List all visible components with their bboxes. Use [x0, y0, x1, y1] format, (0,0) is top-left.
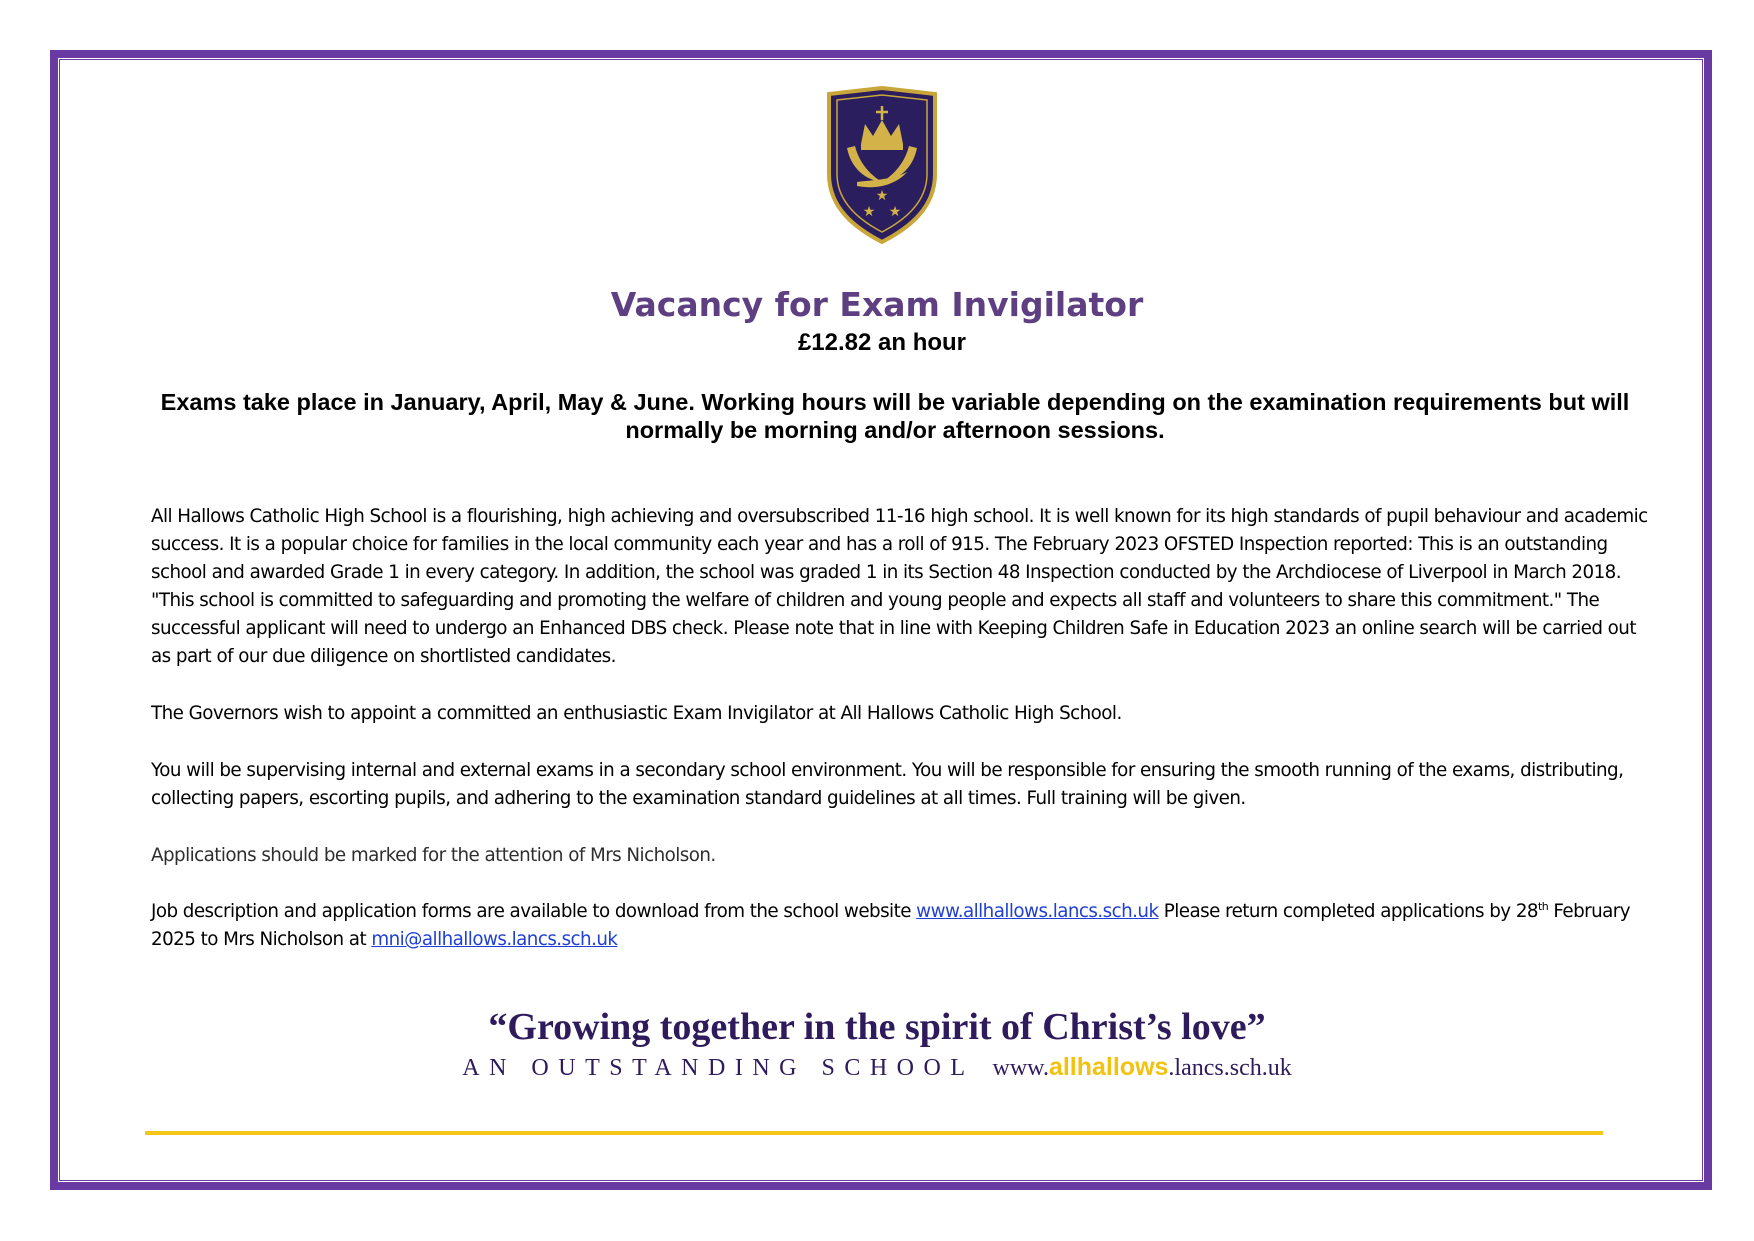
- tagline-web-suffix: .lancs.sch.uk: [1168, 1055, 1292, 1081]
- working-hours-summary: Exams take place in January, April, May & June. Working hours will be variable depending on the examination requirements but will normally be morning and/or afternoon sessions.: [160, 389, 1630, 443]
- svg-text:★: ★: [888, 204, 902, 220]
- school-website-link[interactable]: www.allhallows.lancs.sch.uk: [916, 901, 1159, 922]
- svg-text:★: ★: [862, 204, 876, 220]
- tagline-web-name: allhallows: [1048, 1053, 1169, 1081]
- school-tagline: [0, 1053, 1754, 1082]
- contact-email-link[interactable]: mni@allhallows.lancs.sch.uk: [371, 929, 618, 950]
- governors-paragraph: The Governors wish to appoint a committed an enthusiastic Exam Invigilator at All Hallows Catholic High School.: [151, 703, 1122, 724]
- school-crest-shield-icon: [821, 86, 943, 244]
- date-ordinal-suffix: th: [1537, 899, 1549, 913]
- instructions-text-start: Job description and application forms are available to download from the school website: [151, 901, 917, 922]
- application-instructions-paragraph: [151, 898, 1651, 954]
- school-motto: “Growing together in the spirit of Christ’s love”: [488, 1006, 1266, 1048]
- svg-text:★: ★: [875, 188, 889, 204]
- pay-rate: £12.82 an hour: [797, 329, 967, 356]
- instructions-text-end: February 2025 to Mrs Nicholson at: [151, 901, 1631, 950]
- footer-gold-divider: [145, 1131, 1603, 1135]
- school-description-paragraph: All Hallows Catholic High School is a flourishing, high achieving and oversubscribed 11-16 high school. It is well known for its high standards of pupil behaviour and academic success. It is a popular choice for families in the local community each year and has a roll of 915. The February 2023 OFSTED Inspection reported: This is an outstanding school and awarded Grade 1 in every category. In addition, the school was graded 1 in its Section 48 Inspection conducted by the Archdiocese of Liverpool in March 2018. "This school is committed to safeguarding and promoting the welfare of children and young people and expects all staff and volunteers to share this commitment." The successful applicant will need to undergo an Enhanced DBS check. Please note that in line with Keeping Children Safe in Education 2023 an online search will be carried out as part of our due diligence on shortlisted candidates.: [151, 506, 1648, 667]
- instructions-text-mid: Please return completed applications by 28: [1158, 901, 1538, 922]
- vacancy-title: Vacancy for Exam Invigilator: [610, 285, 1144, 324]
- tagline-outstanding-school: AN OUTSTANDING SCHOOL: [462, 1055, 975, 1081]
- tagline-web-prefix: www.: [992, 1055, 1049, 1081]
- applications-attention-paragraph: Applications should be marked for the attention of Mrs Nicholson.: [151, 845, 716, 866]
- role-description-paragraph: You will be supervising internal and external exams in a secondary school environment. You will be responsible for ensuring the smooth running of the exams, distributing, collecting papers, escorting pupils, and adhering to the examination standard guidelines at all times. Full training will be given.: [151, 760, 1624, 809]
